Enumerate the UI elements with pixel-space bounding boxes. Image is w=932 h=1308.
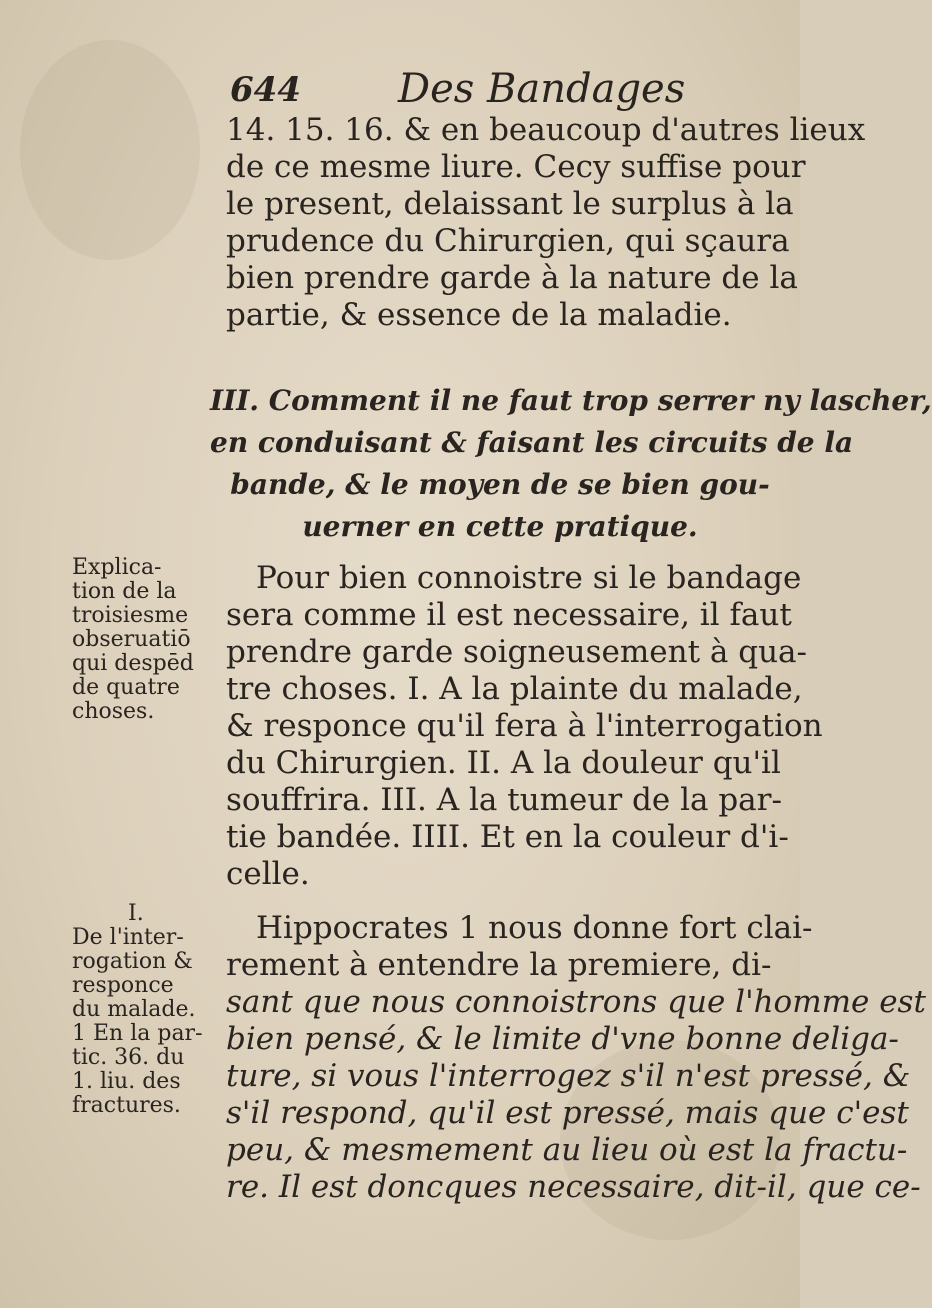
margin-line: du malade. bbox=[72, 997, 196, 1022]
text-line: tie bandée. IIII. Et en la couleur d'i- bbox=[226, 819, 789, 855]
text-line: peu, & mesmement au lieu où est la fractu- bbox=[226, 1132, 908, 1168]
margin-line: I. bbox=[128, 901, 144, 926]
margin-line: choses. bbox=[72, 699, 155, 724]
text-line: tre choses. I. A la plainte du malade, bbox=[226, 671, 803, 707]
margin-line: tion de la bbox=[72, 579, 177, 604]
text-line: prudence du Chirurgien, qui sçaura bbox=[226, 223, 790, 259]
heading-line: bande, & le moyen de se bien gou- bbox=[230, 468, 770, 501]
heading-line: III. Comment il ne faut trop serrer ny lascher, bbox=[210, 384, 932, 417]
margin-line: obseruatiō bbox=[72, 627, 191, 652]
paragraph-hippocrates bbox=[226, 910, 926, 1206]
text-line: de ce mesme liure. Cecy suffise pour bbox=[226, 149, 806, 185]
text-line: re. Il est doncques necessaire, dit-il, que ce- bbox=[226, 1169, 921, 1205]
text-line: ture, si vous l'interrogez s'il n'est pressé, & bbox=[226, 1058, 911, 1094]
text-line: souffrira. III. A la tumeur de la par- bbox=[226, 782, 782, 818]
paper-stain bbox=[20, 40, 200, 260]
text-line: & responce qu'il fera à l'interrogation bbox=[226, 708, 823, 744]
margin-line: De l'inter- bbox=[72, 925, 184, 950]
page-header bbox=[230, 66, 770, 118]
text-line: rement à entendre la premiere, di- bbox=[226, 947, 772, 983]
text-line: prendre garde soigneusement à qua- bbox=[226, 634, 808, 670]
text-line: s'il respond, qu'il est pressé, mais que c'est bbox=[226, 1095, 909, 1131]
margin-line: Explica- bbox=[72, 555, 162, 580]
text-line: partie, & essence de la maladie. bbox=[226, 297, 732, 333]
margin-line: 1 En la par- bbox=[72, 1021, 203, 1046]
text-line: celle. bbox=[226, 856, 310, 892]
margin-line: troisiesme bbox=[72, 603, 189, 628]
margin-line: qui despēd bbox=[72, 651, 194, 676]
text-line: 14. 15. 16. & en beaucoup d'autres lieux bbox=[226, 112, 866, 148]
text-line: bien prendre garde à la nature de la bbox=[226, 260, 798, 296]
margin-line: de quatre bbox=[72, 675, 180, 700]
text-line: le present, delaissant le surplus à la bbox=[226, 186, 794, 222]
paragraph-main bbox=[226, 560, 823, 893]
margin-line: fractures. bbox=[72, 1093, 181, 1118]
text-line: sant que nous connoistrons que l'homme est bbox=[226, 984, 926, 1020]
margin-note-explication bbox=[72, 556, 222, 724]
margin-line: 1. liu. des bbox=[72, 1069, 181, 1094]
text-line: Hippocrates 1 nous donne fort clai- bbox=[256, 910, 813, 946]
text-line: du Chirurgien. II. A la douleur qu'il bbox=[226, 745, 781, 781]
margin-line: tic. 36. du bbox=[72, 1045, 185, 1070]
margin-note-interrogation bbox=[72, 902, 222, 1118]
text-line: Pour bien connoistre si le bandage bbox=[256, 560, 802, 596]
running-head: Des Bandages bbox=[398, 66, 686, 112]
text-line: sera comme il est necessaire, il faut bbox=[226, 597, 792, 633]
margin-line: responce bbox=[72, 973, 174, 998]
heading-line: en conduisant & faisant les circuits de la bbox=[210, 426, 854, 459]
page-number: 644 bbox=[230, 70, 301, 110]
text-line: bien pensé, & le limite d'vne bonne deliga- bbox=[226, 1021, 899, 1057]
margin-line: rogation & bbox=[72, 949, 193, 974]
section-heading bbox=[210, 380, 932, 548]
heading-line: uerner en cette pratique. bbox=[302, 510, 698, 543]
paragraph-continuation bbox=[226, 112, 866, 334]
